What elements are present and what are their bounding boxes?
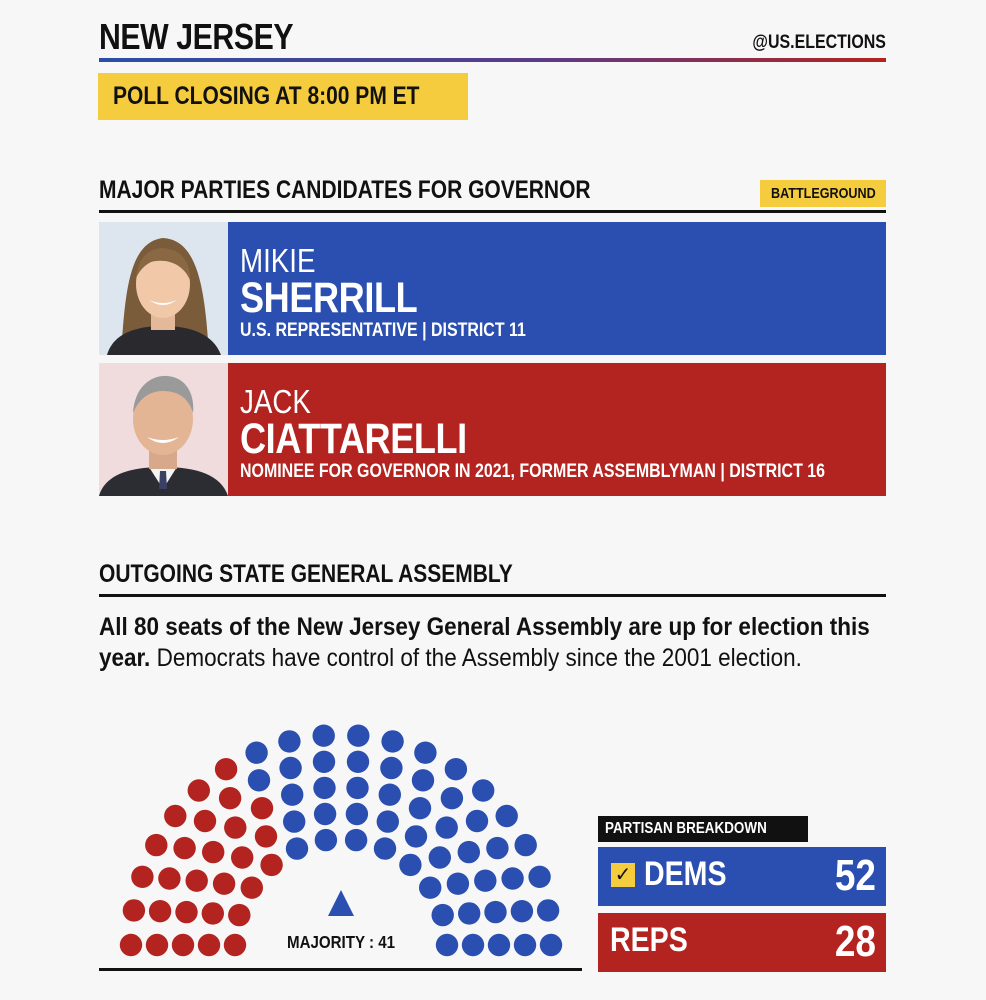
dem-seat [436, 934, 458, 956]
dem-seat [374, 837, 396, 859]
rep-seat [188, 779, 210, 801]
rep-seat [149, 900, 171, 922]
account-handle: @US.ELECTIONS [752, 32, 886, 53]
rep-seat [175, 901, 197, 923]
dem-seat [377, 810, 399, 832]
dem-seat [278, 730, 300, 752]
majority-label: MAJORITY : 41 [286, 931, 396, 953]
rep-seat [241, 877, 263, 899]
rep-seat [172, 934, 194, 956]
rep-seat [255, 825, 277, 847]
rep-seat [198, 934, 220, 956]
dem-seat [429, 846, 451, 868]
dem-seat [380, 757, 402, 779]
dem-seat [474, 870, 496, 892]
dem-seat [405, 825, 427, 847]
rep-seat [251, 797, 273, 819]
dem-seat [346, 777, 368, 799]
governor-section-heading: MAJOR PARTIES CANDIDATES FOR GOVERNOR [99, 176, 591, 204]
rep-seat [213, 873, 235, 895]
dem-seat [346, 803, 368, 825]
candidate-first-name: JACK [240, 383, 311, 420]
candidate-photo [99, 363, 228, 496]
candidate-description: NOMINEE FOR GOVERNOR IN 2021, FORMER ASSEMBLYMAN | DISTRICT 16 [240, 461, 826, 482]
header-rule [99, 58, 886, 62]
dem-seat [315, 829, 337, 851]
assembly-intro-bold: All 80 seats of the New Jersey General Assembly are up for election this year. [99, 613, 870, 672]
reps-seat-box [598, 913, 886, 972]
dem-seat [466, 810, 488, 832]
assembly-section-heading: OUTGOING STATE GENERAL ASSEMBLY [99, 560, 513, 588]
rep-seat [224, 816, 246, 838]
dem-seat [313, 725, 335, 747]
candidate-panel [228, 363, 886, 496]
dem-seat [496, 805, 518, 827]
dem-seat [540, 934, 562, 956]
dem-seat [347, 725, 369, 747]
party-name: DEMS [644, 855, 727, 893]
dem-seat [313, 777, 335, 799]
rep-seat [260, 854, 282, 876]
dem-seat [281, 784, 303, 806]
rep-seat [186, 870, 208, 892]
rep-seat [202, 902, 224, 924]
candidate-last-name: SHERRILL [240, 274, 418, 322]
dem-seat [419, 877, 441, 899]
governor-section-rule [99, 210, 886, 213]
dem-seat [436, 816, 458, 838]
dem-seat [248, 769, 270, 791]
majority-marker-icon [328, 890, 354, 916]
dem-seat [409, 797, 431, 819]
dem-seat [537, 899, 559, 921]
party-seat-count: 28 [834, 917, 876, 966]
rep-seat [194, 810, 216, 832]
assembly-hemicycle [99, 720, 579, 968]
assembly-section-rule [99, 594, 886, 597]
rep-seat [123, 899, 145, 921]
dem-seat [501, 867, 523, 889]
dem-seat [484, 901, 506, 923]
rep-seat [120, 934, 142, 956]
dem-seat [432, 904, 454, 926]
rep-seat [164, 805, 186, 827]
dem-seat [286, 837, 308, 859]
party-seat-count: 52 [834, 851, 876, 900]
rep-seat [173, 837, 195, 859]
dem-seat [458, 902, 480, 924]
dem-seat [441, 787, 463, 809]
dem-seat [314, 803, 336, 825]
rep-seat [145, 834, 167, 856]
dem-seat [283, 810, 305, 832]
dem-seat [345, 829, 367, 851]
dem-seat [313, 751, 335, 773]
checkmark-icon: ✓ [611, 863, 635, 887]
rep-seat [202, 841, 224, 863]
candidate-last-name: CIATTARELLI [240, 415, 467, 463]
dem-seat [381, 730, 403, 752]
dem-seat [511, 900, 533, 922]
rep-seat [158, 867, 180, 889]
dem-seat [488, 934, 510, 956]
dem-seat [458, 841, 480, 863]
poll-closing-badge: POLL CLOSING AT 8:00 PM ET [98, 73, 468, 120]
dem-seat [447, 873, 469, 895]
assembly-intro-rest: Democrats have control of the Assembly since the 2001 election. [150, 644, 802, 672]
assembly-intro [99, 612, 886, 674]
dem-seat [279, 757, 301, 779]
dem-seat [514, 934, 536, 956]
dems-seat-box [598, 847, 886, 906]
rep-seat [219, 787, 241, 809]
dem-seat [379, 784, 401, 806]
rep-seat [224, 934, 246, 956]
dem-seat [412, 769, 434, 791]
candidate-panel [228, 222, 886, 355]
rep-seat [131, 866, 153, 888]
dem-seat [399, 854, 421, 876]
hemicycle-base-rule [99, 968, 582, 971]
dem-seat [245, 742, 267, 764]
rep-seat [215, 758, 237, 780]
dem-seat [462, 934, 484, 956]
dem-seat [414, 742, 436, 764]
candidate-description: U.S. REPRESENTATIVE | DISTRICT 11 [240, 320, 526, 341]
rep-seat [231, 846, 253, 868]
candidate-first-name: MIKIE [240, 242, 316, 279]
dem-seat [347, 751, 369, 773]
dem-seat [528, 866, 550, 888]
dem-seat [486, 837, 508, 859]
party-name: REPS [610, 921, 688, 959]
candidate-card [99, 363, 886, 496]
rep-seat [228, 904, 250, 926]
dem-seat [515, 834, 537, 856]
state-title: NEW JERSEY [99, 16, 294, 57]
dem-seat [445, 758, 467, 780]
rep-seat [146, 934, 168, 956]
partisan-breakdown-label: PARTISAN BREAKDOWN [598, 816, 808, 842]
candidate-card [99, 222, 886, 355]
candidate-photo [99, 222, 228, 355]
dem-seat [472, 779, 494, 801]
battleground-badge: BATTLEGROUND [760, 180, 886, 207]
